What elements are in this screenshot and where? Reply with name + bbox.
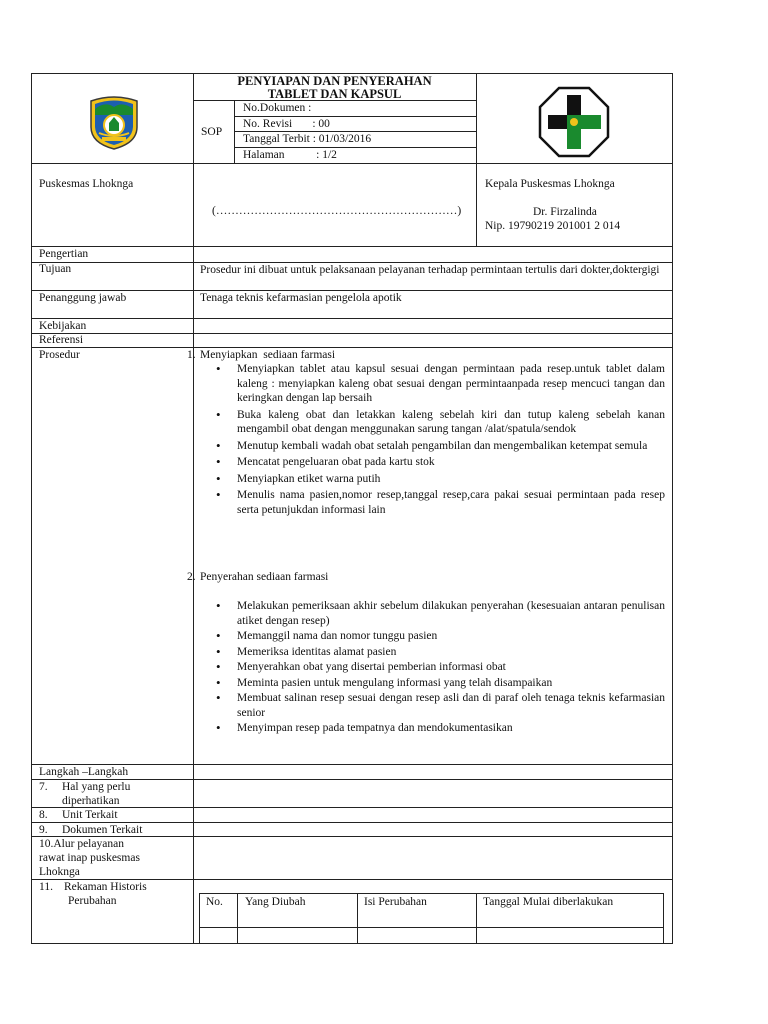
signature-placeholder: (………………………………………………………) [212, 205, 462, 217]
tujuan-text: Prosedur ini dibuat untuk pelaksanaan pelayanan terhadap permintaan tertulis dari dokter,doktergigi [200, 264, 660, 276]
kepala-name: Dr. Firzalinda [533, 206, 597, 218]
section-1-title: Menyiapkan sediaan farmasi [200, 349, 336, 361]
label-rekaman-historis: Rekaman Historis [64, 881, 147, 893]
history-col-line [199, 893, 200, 943]
list-item: • Meminta pasien untuk mengulang informasi yang telah disampaikan [237, 676, 665, 691]
label-tujuan: Tujuan [39, 263, 72, 275]
label-dokumen-terkait: Dokumen Terkait [62, 824, 143, 836]
list-item: • Memeriksa identitas alamat pasien [237, 645, 665, 660]
section-1-number: 1. [187, 349, 196, 361]
no-revisi: No. Revisi : 00 [243, 118, 330, 130]
list-item: • Buka kaleng obat dan letakkan kaleng sebelah kiri dan tutup kaleng sebelah kanan mengambil obat dengan menggunakan sarung tangan /alat/spatula/sendok [237, 408, 665, 437]
hal-number: 7. [39, 781, 48, 793]
history-col-line [476, 893, 477, 943]
regional-emblem-icon [85, 93, 143, 151]
tanggal-terbit: Tanggal Terbit : 01/03/2016 [243, 133, 372, 145]
history-table-mid [199, 927, 663, 928]
history-header-yang-diubah: Yang Diubah [245, 896, 306, 908]
kepala-title: Kepala Puskesmas Lhoknga [485, 178, 615, 190]
document-title-line1: PENYIAPAN DAN PENYERAHAN [237, 74, 432, 88]
history-table-bottom [199, 943, 663, 944]
history-col-line [357, 893, 358, 943]
history-table-top [199, 893, 663, 894]
list-item: • Menyiapkan etiket warna putih [237, 472, 665, 487]
frame-right-border [672, 73, 673, 943]
unit-number: 8. [39, 809, 48, 821]
penanggung-jawab-text: Tenaga teknis kefarmasian pengelola apotik [200, 292, 402, 304]
puskesmas-name: Puskesmas Lhoknga [39, 178, 134, 190]
section-2-title: Penyerahan sediaan farmasi [200, 571, 329, 583]
section-1-list [237, 362, 665, 517]
list-item: • Melakukan pemeriksaan akhir sebelum dilakukan penyerahan (kesesuaian antaran penulisan atiket dengan resep) [237, 599, 665, 628]
list-item: • Menyiapkan tablet atau kapsul sesuai dengan permintaan pada resep.untuk tablet dalam kaleng : menyiapkan kaleng obat sesuai dengan permintaanpada resep mencuci tangan dan keringkan dengan lap bersaih [237, 362, 665, 406]
row-line [31, 318, 673, 319]
label-diperhatikan: diperhatikan [62, 795, 120, 807]
label-referensi: Referensi [39, 334, 84, 346]
label-pengertian: Pengertian [39, 248, 89, 260]
rekaman-number: 11. [39, 881, 53, 893]
label-alur-1: 10.Alur pelayanan [39, 838, 124, 850]
section-2-number: 2. [187, 571, 196, 583]
row-line [31, 347, 673, 348]
label-penanggung-jawab: Penanggung jawab [39, 292, 127, 304]
document-title-line2: TABLET DAN KAPSUL [267, 87, 402, 101]
header-bottom-line [31, 163, 673, 164]
sop-label: SOP [201, 126, 223, 138]
history-col-line [663, 893, 664, 943]
list-item: • Menyimpan resep pada tempatnya dan mendokumentasikan [237, 721, 665, 736]
label-prosedur: Prosedur [39, 349, 80, 361]
label-langkah: Langkah –Langkah [39, 766, 129, 778]
label-alur-3: Lhoknga [39, 866, 80, 878]
no-dokumen: No.Dokumen : [243, 102, 312, 114]
sign-bottom-line [31, 246, 673, 247]
label-kebijakan: Kebijakan [39, 320, 87, 332]
list-item: • Menyerahkan obat yang disertai pemberian informasi obat [237, 660, 665, 675]
column-divider [193, 73, 194, 943]
frame-left-border [31, 73, 32, 943]
history-header-tanggal: Tanggal Mulai diberlakukan [483, 896, 614, 908]
label-unit-terkait: Unit Terkait [62, 809, 118, 821]
history-col-line [237, 893, 238, 943]
label-perubahan: Perubahan [68, 895, 117, 907]
list-item: • Mencatat pengeluaran obat pada kartu stok [237, 455, 665, 470]
label-alur-2: rawat inap puskesmas [39, 852, 140, 864]
label-hal-yang-perlu: Hal yang perlu [62, 781, 131, 793]
history-header-isi-perubahan: Isi Perubahan [364, 896, 427, 908]
list-item: • Membuat salinan resep sesuai dengan resep asli dan di paraf oleh tenaga teknis kefarmasian senior [237, 691, 665, 720]
history-header-no: No. [206, 896, 223, 908]
list-item: • Menulis nama pasien,nomor resep,tanggal resep,cara pakai sesuai permintaan pada resep serta petunjukdan informasi lain [237, 488, 665, 517]
row-line [31, 333, 673, 334]
kepala-nip: Nip. 19790219 201001 2 014 [485, 220, 621, 232]
puskesmas-cross-icon [538, 86, 610, 158]
row-line [31, 807, 673, 808]
section-2-list [237, 599, 665, 736]
dokumen-number: 9. [39, 824, 48, 836]
header-right-divider [476, 73, 477, 247]
list-item: • Menutup kembali wadah obat setalah pengambilan dan mengembalikan ketempat semula [237, 439, 665, 454]
halaman: Halaman : 1/2 [243, 149, 337, 161]
list-item: • Memanggil nama dan nomor tunggu pasien [237, 629, 665, 644]
